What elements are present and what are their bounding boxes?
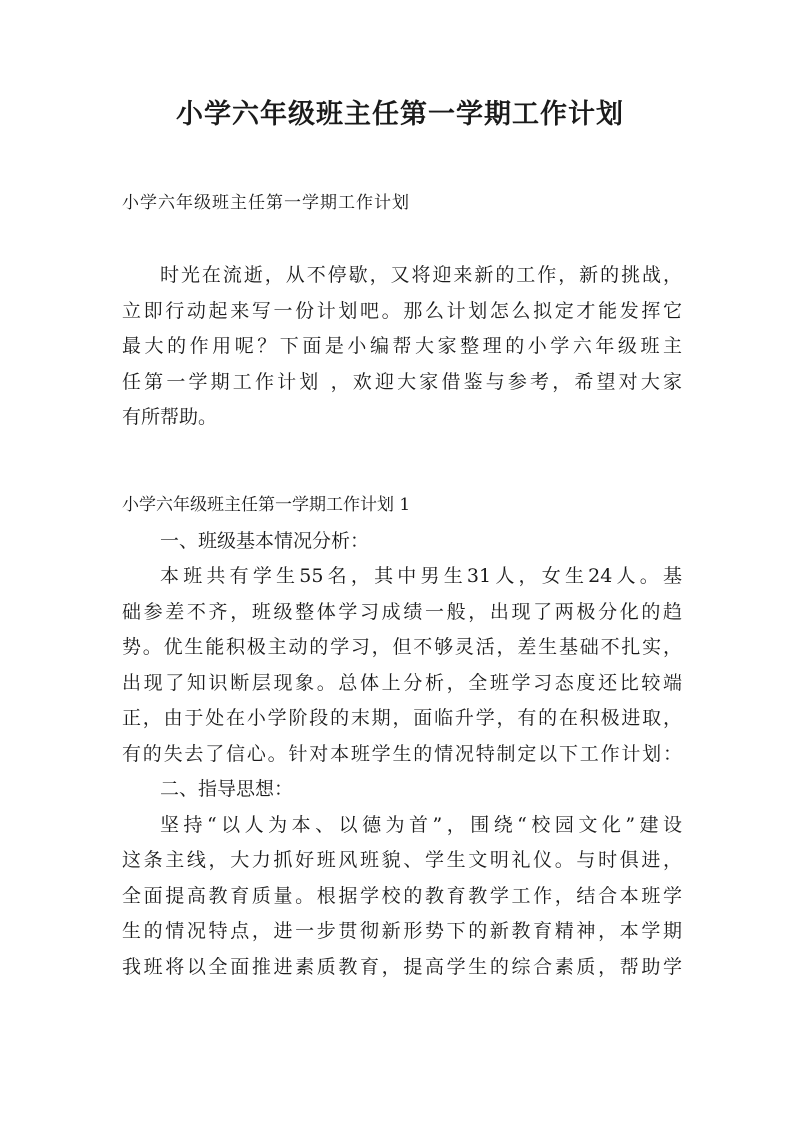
section1-line: 础参差不齐，班级整体学习成绩一般，出现了两极分化的趋 <box>122 600 682 623</box>
section2-line: 生的情况特点，进一步贯彻新形势下的新教育精神，本学期 <box>122 920 682 942</box>
intro-line: 最大的作用呢？下面是小编帮大家整理的小学六年级班主 <box>122 335 682 357</box>
section2-line: 我班将以全面推进素质教育，提高学生的综合素质，帮助学 <box>122 955 682 978</box>
intro-line: 任第一学期工作计划 ，欢迎大家借鉴与参考，希望对大家 <box>122 370 682 393</box>
section2-line: 全面提高教育质量。根据学校的教育教学工作，结合本班学 <box>122 884 682 907</box>
section2-line: 坚持“以人为本、以德为首”，围绕“校园文化”建设 <box>160 813 682 836</box>
intro-line: 时光在流逝，从不停歇，又将迎来新的工作，新的挑战， <box>160 264 682 286</box>
section1-line: 有的失去了信心。针对本班学生的情况特制定以下工作计划： <box>122 742 682 765</box>
section1-line: 出现了知识断层现象。总体上分析，全班学习态度还比较端 <box>122 671 682 694</box>
intro-line: 有所帮助。 <box>122 406 218 428</box>
plan-section <box>122 488 682 985</box>
section-heading: 一、班级基本情况分析： <box>160 529 370 552</box>
section1-line: 势。优生能积极主动的学习，但不够灵活，差生基础不扎实， <box>122 636 682 658</box>
section2-line: 这条主线，大力抓好班风班貌、学生文明礼仪。与时俱进， <box>122 849 682 871</box>
section1-line: 正，由于处在小学阶段的末期，面临升学，有的在积极进取， <box>122 707 682 729</box>
plan-heading: 小学六年级班主任第一学期工作计划 1 <box>122 495 411 515</box>
intro-line: 立即行动起来写一份计划吧。那么计划怎么拟定才能发挥它 <box>122 299 682 322</box>
section-heading: 二、指导思想： <box>160 778 294 800</box>
document-title: 小学六年级班主任第一学期工作计划 <box>176 99 624 130</box>
section1-line: 本班共有学生55名，其中男生31人，女生24人。基 <box>160 565 682 587</box>
intro-paragraph <box>122 258 682 436</box>
document-subtitle: 小学六年级班主任第一学期工作计划 <box>122 193 410 213</box>
